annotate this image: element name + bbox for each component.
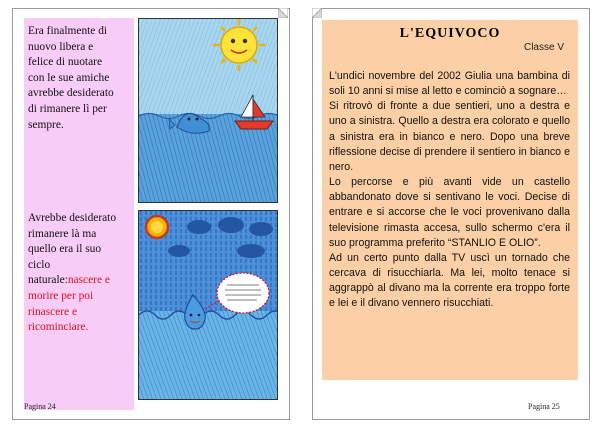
right-page <box>300 0 600 424</box>
story-paragraph: Ad un certo punto dalla TV uscì un tornado che cercava di risucchiarla. Ma lei, molto tenace si aggrappò al divano ma la corrente era troppo forte e lei e il divano vennero risucchiati. <box>329 251 570 310</box>
red-text-line: morire per poi <box>28 289 94 302</box>
story-paragraph: L'undici novembre del 2002 Giulia una bambina di soli 10 anni si mise al letto e cominciò a sognare… <box>329 70 570 98</box>
story-title: L'EQUIVOCO <box>399 26 501 41</box>
text-fragment: naturale: <box>28 274 68 287</box>
story-body <box>329 69 570 312</box>
sun-icon <box>146 216 168 238</box>
story-paragraph: Si ritrovò di fronte a due sentieri, uno a destra e uno a sinistra. Quello a destra era colorato e quello a sinistra era in bianco e nero. Dopo una breve riflessione decise di prendere il sentiero in bianco e nero. <box>329 100 570 173</box>
text-line: di rimanere lì per <box>28 102 107 115</box>
drawing-rain-drop <box>138 210 278 400</box>
drawing-sea-sun-art <box>139 19 277 202</box>
text-line <box>28 273 116 289</box>
page-number-left: Pagina 24 <box>24 402 56 411</box>
page-number-right: Pagina 25 <box>528 402 560 411</box>
text-line: avrebbe desiderato <box>28 87 114 100</box>
drawing-rain-drop-art <box>139 211 277 399</box>
page-curl-icon <box>312 8 322 18</box>
text-line: quello era il suo <box>28 243 102 256</box>
red-text-line: ricominciare. <box>28 321 89 334</box>
text-line: Era finalmente di <box>28 25 108 37</box>
text-line: con le sue amiche <box>28 71 110 84</box>
text-line: felice di nuotare <box>28 56 103 69</box>
page-curl-icon <box>278 8 288 18</box>
text-line: rimanere là ma <box>28 227 97 240</box>
text-line: Avrebbe desiderato <box>28 212 117 224</box>
story-class-label: Classe V <box>523 42 564 53</box>
left-paragraph-2 <box>28 211 116 336</box>
text-line: ciclo <box>28 258 51 271</box>
red-text-fragment: nascere e <box>67 274 110 287</box>
red-text-line: rinascere e <box>28 305 78 318</box>
left-paragraph-1 <box>28 24 114 133</box>
drawing-sea-sun <box>138 18 278 203</box>
story-paragraph: Lo percorse e più avanti vide un castello abbandonato dove si sentivano le voci. Decise di entrare e si accorse che le voci provenivano dalla televisione rimasta accesa, sullo schermo c'era il suo programma preferito “STANLIO E OLIO”. <box>329 176 570 249</box>
text-line: nuovo libera e <box>28 40 94 53</box>
text-line: sempre. <box>28 118 64 131</box>
